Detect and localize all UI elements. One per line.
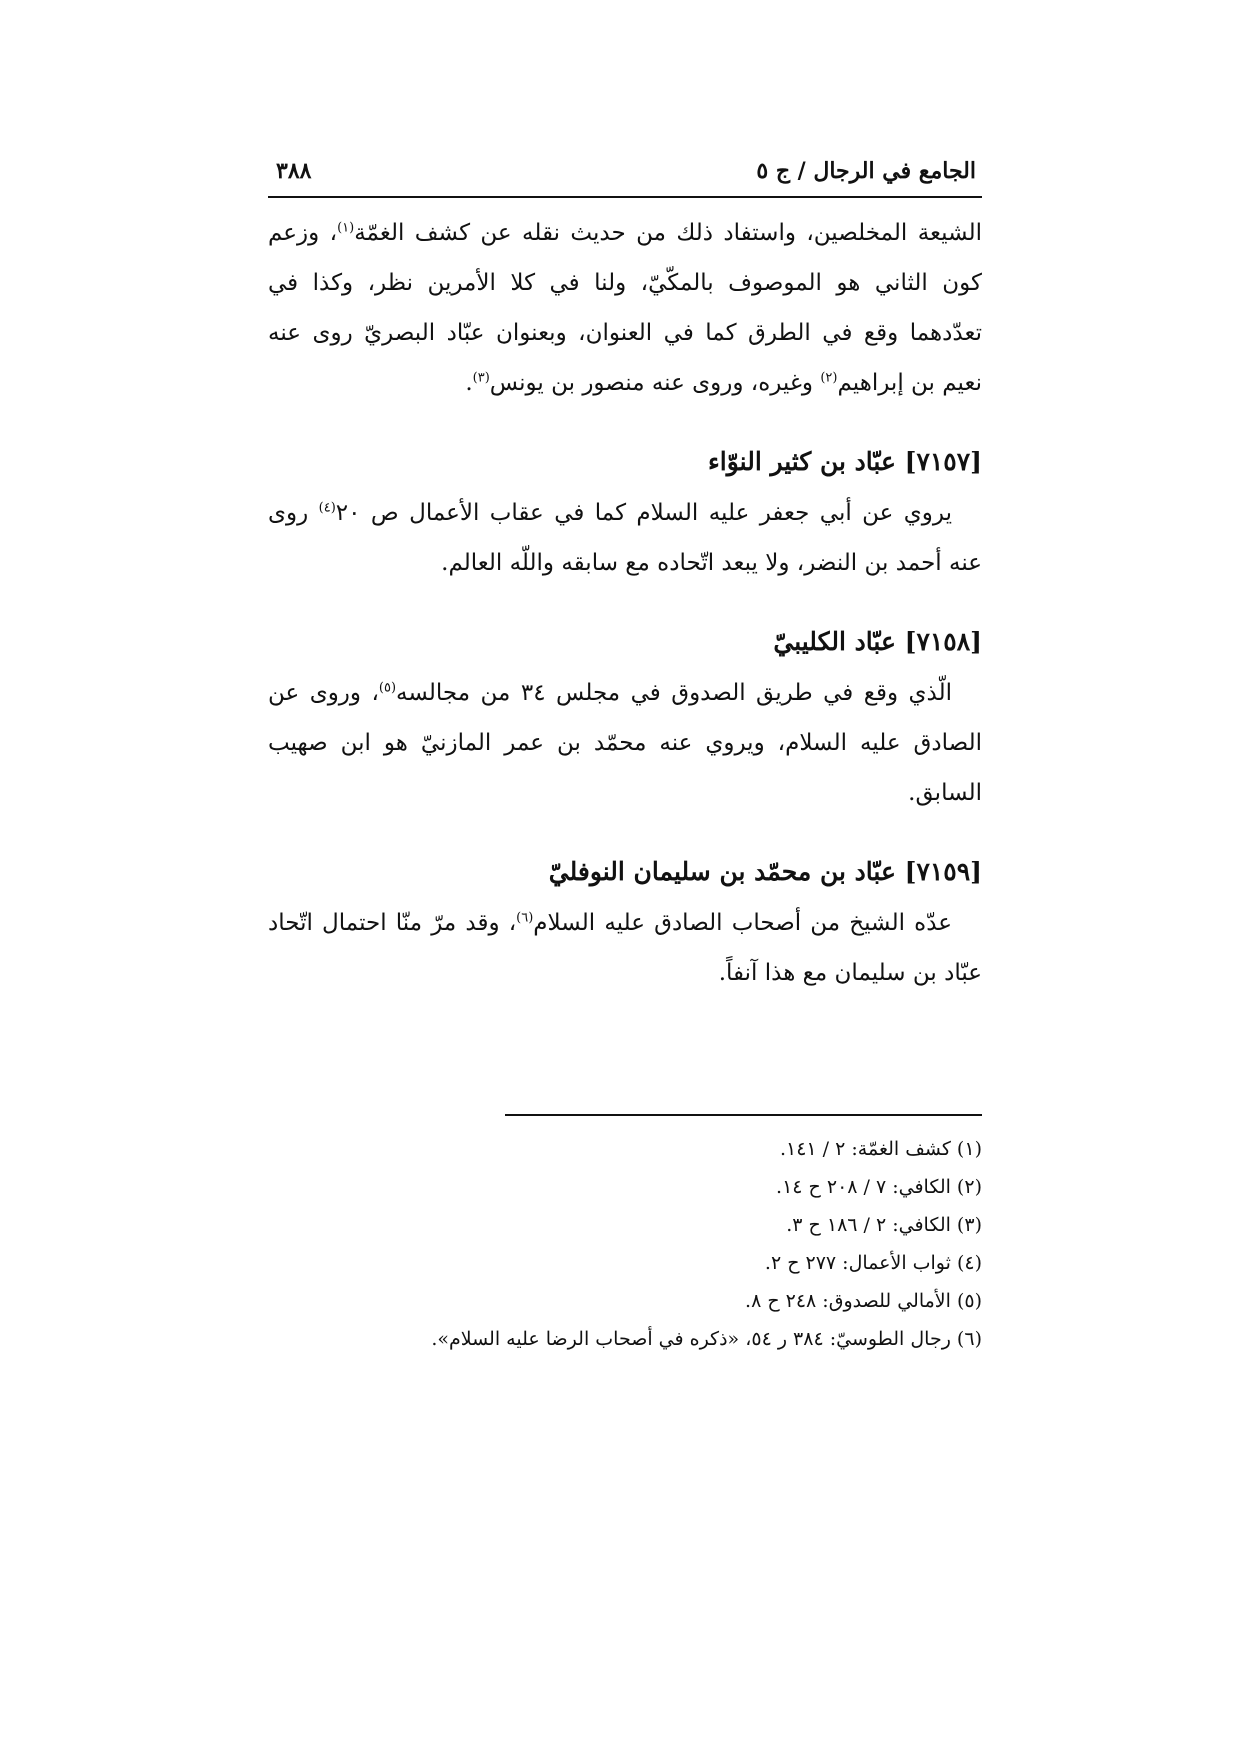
intro-text-1: الشيعة المخلصين، واستفاد ذلك من حديث نقله عن كشف الغمّة xyxy=(354,220,983,246)
entry-name: عبّاد بن محمّد بن سليمان النوفليّ xyxy=(548,857,896,886)
entry-text-1: يروي عن أبي جعفر عليه السلام كما في عقاب الأعمال ص ٢٠ xyxy=(335,500,952,526)
entry-heading-7159 xyxy=(268,846,982,898)
footnote-4: (٤) ثواب الأعمال: ٢٧٧ ح ٢. xyxy=(764,1252,982,1274)
entry-text-1: عدّه الشيخ من أصحاب الصادق عليه السلام xyxy=(533,910,952,936)
footnote-ref-1[interactable]: (١) xyxy=(337,220,355,236)
entry-name: عبّاد بن كثير النوّاء xyxy=(708,447,896,476)
page-header xyxy=(268,150,982,198)
footnote-ref-4[interactable]: (٤) xyxy=(318,500,336,516)
page-number: ٣٨٨ xyxy=(276,158,312,184)
entry-heading-7158 xyxy=(268,616,982,668)
entry-body-7157 xyxy=(268,488,982,588)
entry-heading-7157 xyxy=(268,436,982,488)
entry-number: [٧١٥٧] xyxy=(904,447,982,476)
main-text xyxy=(268,208,982,998)
footnote-6: (٦) رجال الطوسيّ: ٣٨٤ ر ٥٤، «ذكره في أصحاب الرضا عليه السلام». xyxy=(431,1328,982,1350)
footnote-ref-6[interactable]: (٦) xyxy=(516,910,534,926)
footnote-1: (١) كشف الغمّة: ٢ / ١٤١. xyxy=(779,1138,982,1160)
intro-text-4: . xyxy=(465,370,473,396)
footnote-2: (٢) الكافي: ٧ / ٢٠٨ ح ١٤. xyxy=(776,1176,982,1198)
footnote-ref-5[interactable]: (٥) xyxy=(378,680,397,696)
intro-text-2: ، وزعم كون الثاني هو الموصوف بالمكّيّ، ولنا في كلا الأمرين نظر، وكذا في تعدّدهما وقع في الطرق كما في العنوان، وبعنوان عبّاد البصريّ روى عنه نعيم بن إبراهيم xyxy=(268,220,982,396)
book-title: الجامع في الرجال / ج ٥ xyxy=(756,158,976,184)
entry-text-2: روى عنه أحمد بن النضر، ولا يبعد اتّحاده مع سابقه واللّه العالم. xyxy=(268,500,982,576)
footnote-3: (٣) الكافي: ٢ / ١٨٦ ح ٣. xyxy=(786,1214,982,1236)
entry-text-2: ، وروى عن الصادق عليه السلام، ويروي عنه محمّد بن عمر المازنيّ هو ابن صهيب السابق. xyxy=(268,680,982,806)
entry-body-7158 xyxy=(268,668,982,818)
footnote-5: (٥) الأمالي للصدوق: ٢٤٨ ح ٨. xyxy=(745,1290,982,1312)
footnote-ref-3[interactable]: (٣) xyxy=(472,370,490,386)
intro-paragraph xyxy=(268,208,982,408)
footnotes xyxy=(268,1130,982,1358)
intro-text-3: وغيره، وروى عنه منصور بن يونس xyxy=(489,370,821,396)
entry-text-2: ، وقد مرّ منّا احتمال اتّحاد عبّاد بن سليمان مع هذا آنفاً. xyxy=(268,910,982,986)
entry-name: عبّاد الكليبيّ xyxy=(773,627,896,656)
header-rule xyxy=(268,196,982,198)
entry-number: [٧١٥٩] xyxy=(904,857,982,886)
entry-number: [٧١٥٨] xyxy=(904,627,982,656)
entry-text-1: الّذي وقع في طريق الصدوق في مجلس ٣٤ من مجالسه xyxy=(396,680,953,706)
footnote-separator xyxy=(505,1114,982,1116)
entry-body-7159 xyxy=(268,898,982,998)
footnote-ref-2[interactable]: (٢) xyxy=(820,370,838,386)
